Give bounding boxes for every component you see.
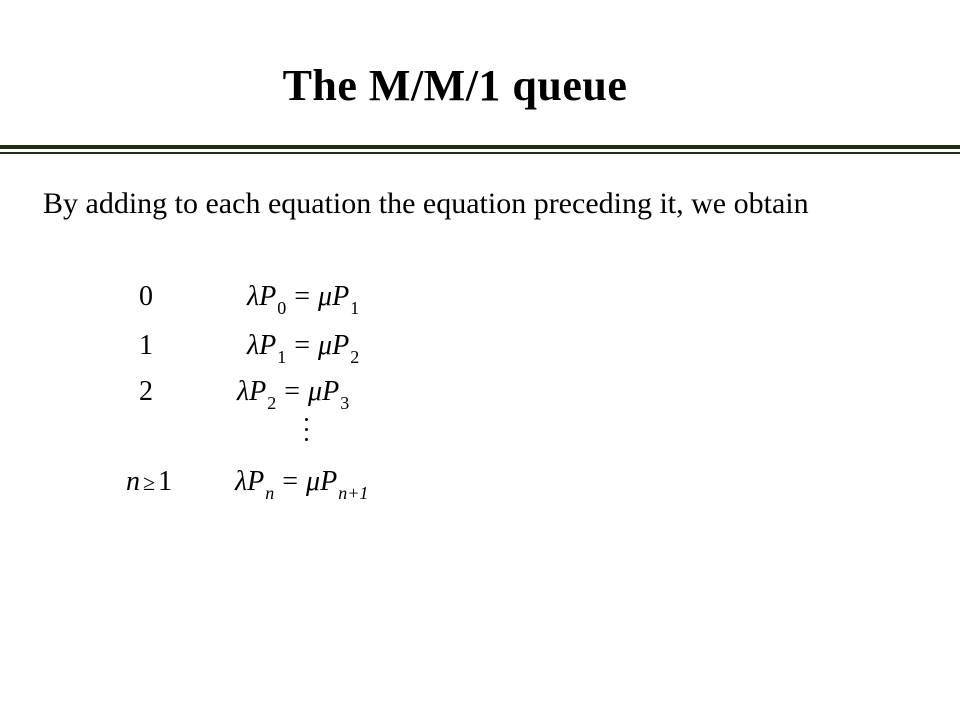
equation-index: 0	[139, 281, 153, 312]
title-divider-thick	[0, 145, 960, 149]
index-variable: n	[126, 466, 140, 497]
lambda-symbol: λ	[247, 281, 260, 312]
prob-subscript: 0	[277, 298, 287, 318]
equals-sign: =	[294, 330, 311, 361]
geq-sign: ≥	[143, 470, 156, 495]
equation-row	[0, 376, 520, 416]
mu-symbol: μ	[318, 330, 333, 361]
lambda-symbol: λ	[247, 330, 260, 361]
mu-symbol: μ	[318, 281, 333, 312]
slide-title: The M/M/1 queue	[282, 61, 628, 110]
index-number: 1	[158, 466, 173, 497]
equation-body	[247, 330, 360, 367]
prob-var: P	[259, 330, 277, 361]
prob-var: P	[247, 466, 265, 497]
title-divider-thin	[0, 152, 960, 154]
prob-var: P	[332, 330, 350, 361]
prob-subscript: n+1	[338, 483, 369, 503]
equals-sign: =	[282, 466, 299, 497]
lambda-symbol: λ	[237, 376, 250, 407]
mu-symbol: μ	[306, 466, 321, 497]
prob-subscript: 1	[350, 298, 360, 318]
equation-index: 1	[139, 330, 153, 361]
mu-symbol: μ	[308, 376, 323, 407]
prob-var: P	[249, 376, 267, 407]
lambda-symbol: λ	[235, 466, 248, 497]
prob-var: P	[332, 281, 350, 312]
equation-row	[0, 330, 520, 370]
equation-row	[0, 466, 520, 506]
intro-text: By adding to each equation the equation preceding it, we obtain	[43, 187, 809, 220]
prob-subscript: 2	[267, 393, 277, 413]
equals-sign: =	[294, 281, 311, 312]
prob-var: P	[259, 281, 277, 312]
equation-body	[247, 281, 360, 318]
prob-subscript: 3	[340, 393, 350, 413]
prob-var: P	[320, 466, 338, 497]
equation-index: 2	[139, 376, 153, 407]
prob-var: P	[322, 376, 340, 407]
equation-row	[0, 281, 520, 321]
equals-sign: =	[284, 376, 301, 407]
vertical-ellipsis-icon	[300, 418, 312, 448]
equation-body	[235, 466, 369, 503]
prob-subscript: n	[265, 483, 275, 503]
equation-body	[237, 376, 350, 413]
equation-index	[126, 466, 172, 498]
prob-subscript: 1	[277, 347, 287, 367]
prob-subscript: 2	[350, 347, 360, 367]
